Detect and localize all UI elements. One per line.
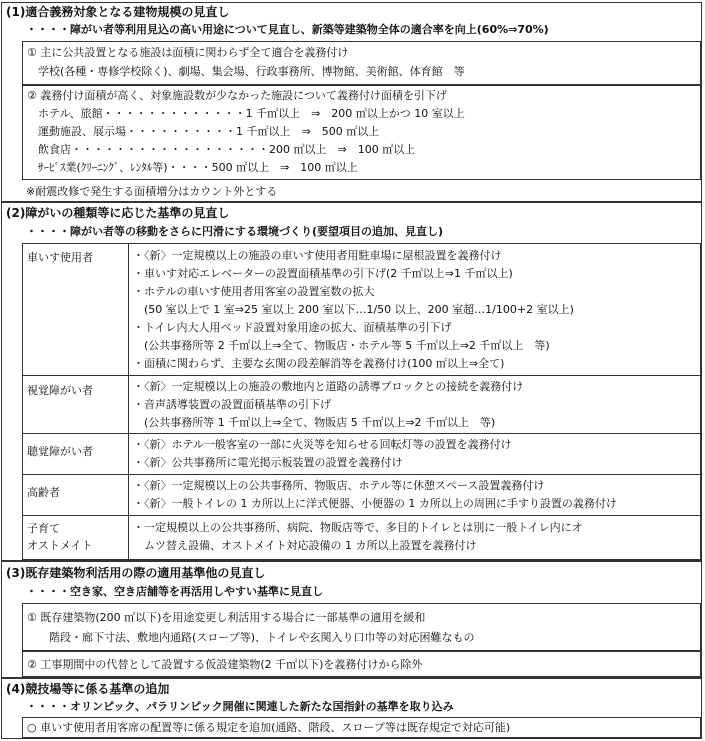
box-line: ｻｰﾋﾞｽ業(ｸﾘｰﾆﾝｸﾞ、ﾚﾝﾀﾙ等)・・・・500 ㎡以上 ⇒ 100 ㎡以上: [27, 161, 358, 174]
row-separator: [23, 474, 700, 475]
section-3-box-1: [22, 603, 701, 651]
table-line: ・〈新〉一般トイレの 1 カ所以上に洋式便器、小便器の 1 カ所以上の周囲に手すり設置の義務付け: [133, 497, 617, 510]
section-2-title: (2)障がいの種類等に応じた基準の見直し: [6, 206, 230, 220]
box-line: ① 主に公共設置となる施設は面積に関わらず全て適合を義務付け: [27, 46, 349, 59]
box-line: ② 義務付け面積が高く、対象施設数が少なかった施設について義務付け面積を引下げ: [27, 89, 447, 102]
section-4-subtitle: ・・・・オリンピック、パラリンピック開催に関連した新たな国指針の基準を取り込み: [26, 700, 454, 713]
box-line: 学校(各種・専修学校除く)、劇場、集会場、行政事務所、博物館、美術館、体育館 等: [27, 65, 465, 78]
section-4: [1, 678, 702, 739]
row-label-hearing: 聴覚障がい者: [27, 445, 93, 458]
section-4-box-1: [22, 717, 701, 738]
row-separator: [23, 433, 700, 434]
table-line: ・〈新〉ホテル一般客室の一部に火災等を知らせる回転灯等の設置を義務付け: [133, 438, 512, 451]
table-line: (公共事務所等 2 千㎡以上⇒全て、物販店・ホテル等 5 千㎡以上⇒2 千㎡以上 等): [133, 339, 550, 352]
table-line: ・車いす対応エレベーターの設置面積基準の引下げ(2 千㎡以上⇒1 千㎡以上): [133, 267, 513, 280]
row-label-elderly: 高齢者: [27, 486, 60, 499]
disability-table: [22, 243, 701, 560]
table-line: (50 室以上で 1 室⇒25 室以上 200 室以下…1/50 以上、200 室超…1/100+2 室以上): [133, 303, 574, 316]
section-3-title: (3)既存建築物利活用の際の適用基準他の見直し: [6, 566, 266, 580]
table-divider: [128, 244, 129, 559]
row-separator: [23, 515, 700, 516]
section-1-note: ※耐震改修で発生する面積増分はカウント外とする: [26, 185, 278, 198]
section-1-box-2: [22, 85, 701, 180]
table-line: ・音声誘導装置の設置面積基準の引下げ: [133, 398, 331, 411]
row-label-ostomate: オストメイト: [27, 539, 93, 552]
section-1-subtitle: ・・・・障がい者等利用見込の高い用途について見直し、新築等建築物全体の適合率を向上(60%⇒70%): [26, 23, 549, 36]
box-line: ホテル、旅館・・・・・・・・・・・・・1 千㎡以上 ⇒ 200 ㎡以上かつ 10 室以上: [27, 107, 465, 120]
table-line: (公共事務所等 1 千㎡以上⇒全て、物販店 5 千㎡以上⇒2 千㎡以上 等): [133, 416, 496, 429]
section-1-title: (1)適合義務対象となる建物規模の見直し: [6, 5, 230, 19]
box-line: ② 工事期間中の代替として設置する仮設建築物(2 千㎡以下)を義務付けから除外: [27, 658, 423, 671]
table-line: ・面積に関わらず、主要な玄関の段差解消等を義務付け(100 ㎡以上⇒全て): [133, 357, 505, 370]
box-line: 運動施設、展示場・・・・・・・・・・1 千㎡以上 ⇒ 500 ㎡以上: [27, 125, 380, 138]
box-line: ○ 車いす使用者用客席の配置等に係る規定を追加(通路、階段、スロープ等は既存規定で対応可能): [27, 721, 511, 734]
table-line: ・〈新〉公共事務所に電光掲示板装置の設置を義務付け: [133, 456, 403, 469]
section-2-subtitle: ・・・・障がい者等の移動をさらに円滑にする環境づくり(要望項目の追加、見直し): [26, 225, 444, 238]
section-3-subtitle: ・・・・空き家、空き店舗等を再活用しやすい基準に見直し: [26, 585, 323, 598]
box-line: 飲食店・・・・・・・・・・・・・・・・・・200 ㎡以上 ⇒ 100 ㎡以上: [27, 143, 416, 156]
section-4-title: (4)競技場等に係る基準の追加: [6, 682, 170, 696]
table-line: ムツ替え設備、オストメイト対応設備の 1 カ所以上設置を義務付け: [133, 539, 477, 552]
table-line: ・〈新〉一定規模以上の公共事務所、物販店、ホテル等に休憩スペース設置義務付け: [133, 479, 545, 492]
box-line: ① 既存建築物(200 ㎡以下)を用途変更し利活用する場合に一部基準の適用を緩和: [27, 611, 426, 624]
section-3-box-2: [22, 651, 701, 677]
box-line: 階段・廊下寸法、敷地内通路(スロープ等)、トイレや玄関入り口巾等の対応困難なもの: [27, 631, 475, 644]
section-1: [1, 2, 702, 202]
section-3: [1, 561, 702, 678]
table-line: ・トイレ内大人用ベッド設置対象用途の拡大、面積基準の引下げ: [133, 321, 452, 334]
section-1-box-1: [22, 41, 701, 85]
row-separator: [23, 375, 700, 376]
row-label-wheelchair: 車いす使用者: [27, 251, 93, 264]
row-label-visual: 視覚障がい者: [27, 384, 93, 397]
table-line: ・〈新〉一定規模以上の施設の敷地内と道路の誘導ブロックとの接続を義務付け: [133, 380, 524, 393]
row-label-childcare: 子育て: [27, 522, 60, 535]
table-line: ・一定規模以上の公共事務所、病院、物販店等で、多目的トイレとは別に一般トイレ内にオ: [133, 521, 583, 534]
section-2: [1, 202, 702, 561]
table-line: ・〈新〉一定規模以上の施設の車いす使用者用駐車場に屋根設置を義務付け: [133, 249, 502, 262]
table-line: ・ホテルの車いす使用者用客室の設置室数の拡大: [133, 285, 375, 298]
